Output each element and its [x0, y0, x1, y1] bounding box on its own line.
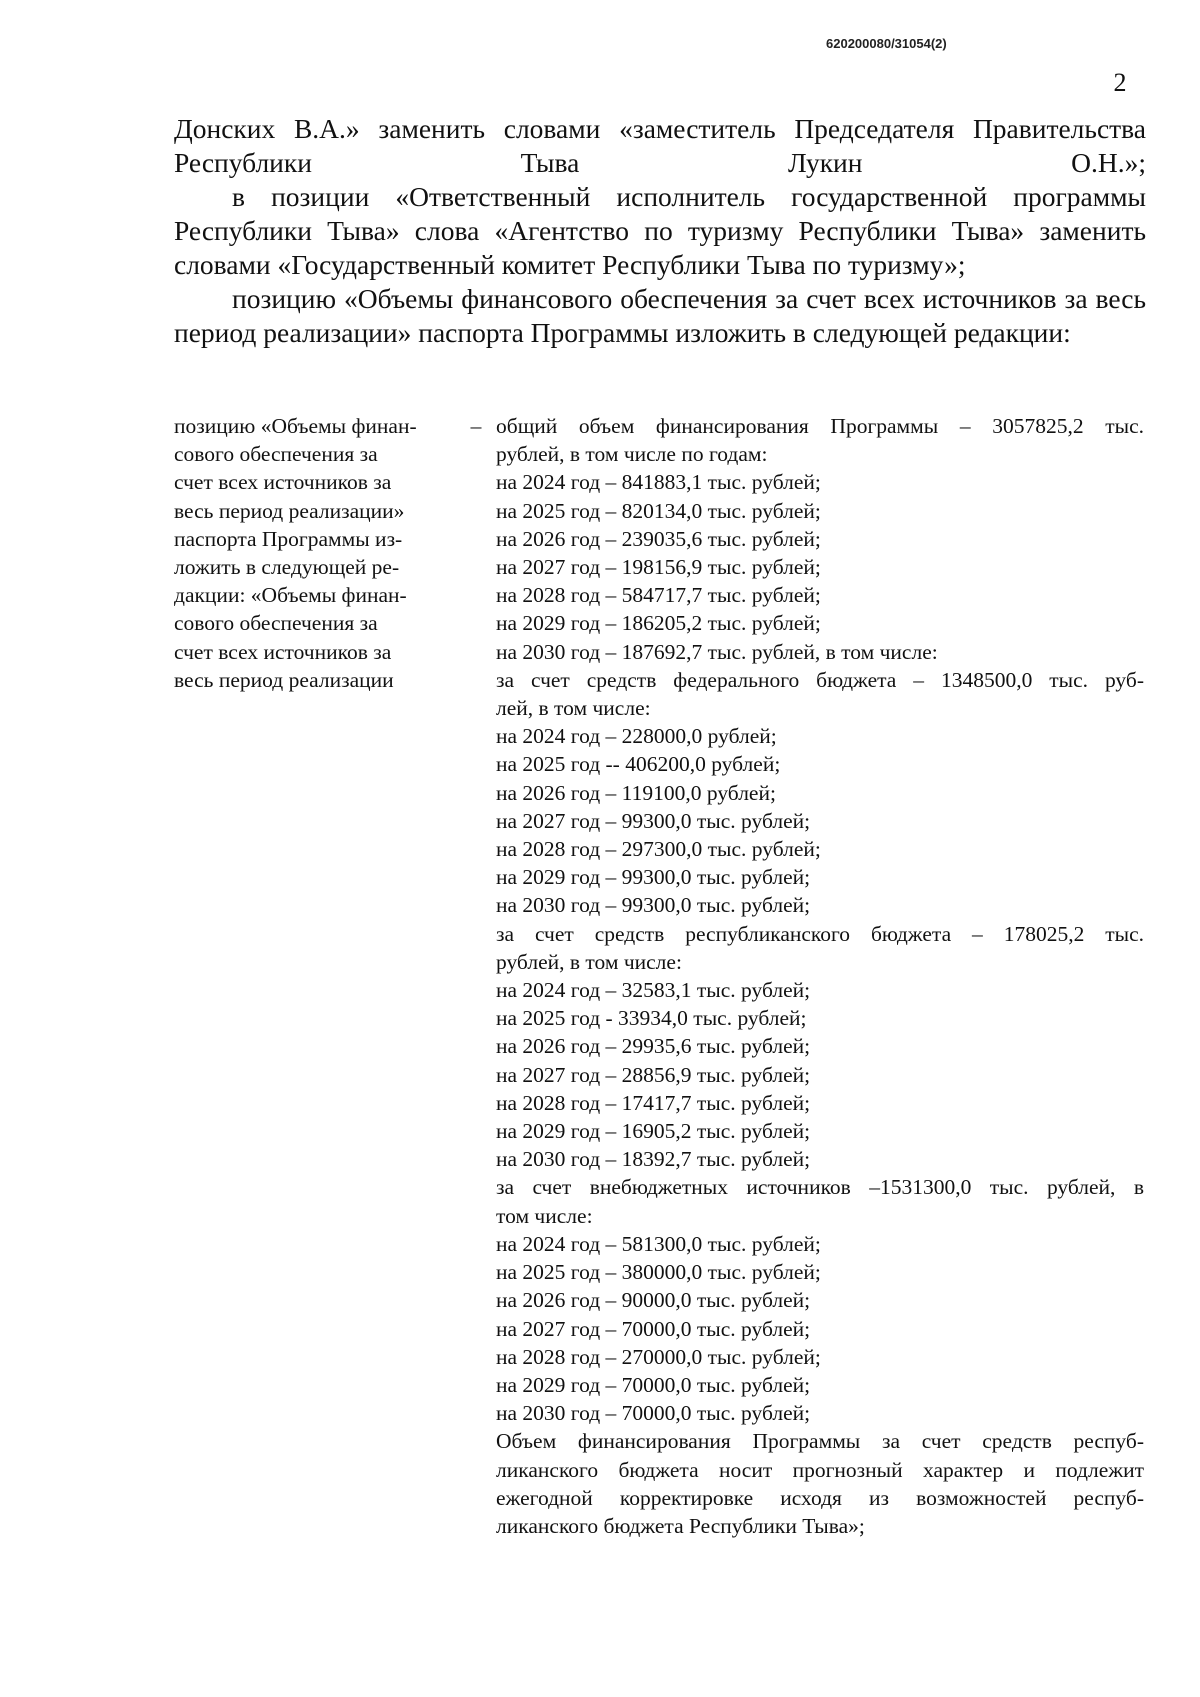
- position-line: сового обеспечения за: [174, 611, 378, 636]
- year-line: на 2030 год – 187692,7 тыс. рублей, в том числе:: [496, 639, 938, 664]
- year-line: на 2024 год – 228000,0 рублей;: [496, 724, 777, 749]
- year-line: на 2028 год – 297300,0 тыс. рублей;: [496, 837, 821, 862]
- document-id: 620200080/31054(2): [826, 36, 947, 51]
- year-line: на 2026 год – 90000,0 тыс. рублей;: [496, 1288, 811, 1313]
- year-line: на 2024 год – 841883,1 тыс. рублей;: [496, 470, 821, 495]
- year-line: на 2027 год – 99300,0 тыс. рублей;: [496, 808, 811, 833]
- position-line: сового обеспечения за: [174, 442, 378, 467]
- total-financing-line: общий объем финансирования Программы – 3057825,2 тыс.: [496, 414, 1144, 438]
- position-line: паспорта Программы из-: [174, 526, 403, 551]
- year-line: на 2030 год – 18392,7 тыс. рублей;: [496, 1147, 811, 1172]
- year-line: на 2029 год – 70000,0 тыс. рублей;: [496, 1372, 811, 1397]
- position-line: счет всех источников за: [174, 639, 392, 664]
- year-line: на 2028 год – 584717,7 тыс. рублей;: [496, 583, 821, 608]
- year-line: на 2025 год – 380000,0 тыс. рублей;: [496, 1260, 821, 1285]
- year-line: на 2024 год – 32583,1 тыс. рублей;: [496, 978, 811, 1003]
- year-line: на 2028 год – 270000,0 тыс. рублей;: [496, 1344, 821, 1369]
- intro-paragraph-2: в позиции «Ответственный исполнитель государственной программы Республики Тыва» слова «Агентство по туризму Республики Тыва» заменить словами «Государственный комитет Республики Тыва по туризму»;: [174, 181, 1146, 280]
- intro-paragraph-1: Донских В.А.» заменить словами «заместитель Председателя Правительства Республики Тыва Лукин О.Н.»;: [174, 113, 1146, 178]
- note-line: ликанского бюджета носит прогнозный характер и подлежит: [496, 1457, 1144, 1482]
- year-line: на 2027 год – 70000,0 тыс. рублей;: [496, 1316, 811, 1341]
- year-line: на 2025 год – 820134,0 тыс. рублей;: [496, 498, 821, 523]
- note-line: ежегодной корректировке исходя из возможностей респуб-: [496, 1485, 1144, 1510]
- note-line: ликанского бюджета Республики Тыва»;: [496, 1513, 865, 1538]
- position-line: весь период реализации»: [174, 498, 405, 523]
- republican-budget-line: за счет средств республиканского бюджета – 178025,2 тыс.: [496, 921, 1144, 946]
- extrabudgetary-line: за счет внебюджетных источников –1531300,0 тыс. рублей, в: [496, 1175, 1144, 1200]
- year-line: на 2029 год – 99300,0 тыс. рублей;: [496, 865, 811, 890]
- position-line: счет всех источников за: [174, 470, 392, 495]
- financing-line: том числе:: [496, 1203, 593, 1228]
- financing-line: рублей, в том числе по годам:: [496, 442, 768, 467]
- financing-column: [496, 412, 1144, 1540]
- financing-line: рублей, в том числе:: [496, 949, 682, 974]
- year-line: на 2029 год – 16905,2 тыс. рублей;: [496, 1119, 811, 1144]
- position-line: весь период реализации: [174, 667, 394, 692]
- position-line: дакции: «Объемы финан-: [174, 583, 407, 608]
- position-column: [174, 412, 444, 694]
- year-line: на 2025 год - 33934,0 тыс. рублей;: [496, 1006, 807, 1031]
- year-line: на 2026 год – 239035,6 тыс. рублей;: [496, 526, 821, 551]
- year-line: на 2030 год – 99300,0 тыс. рублей;: [496, 893, 811, 918]
- financing-table: [174, 412, 1146, 1612]
- note-line: Объем финансирования Программы за счет средств респуб-: [496, 1429, 1144, 1454]
- page-number: 2: [1113, 68, 1127, 97]
- year-line: на 2024 год – 581300,0 тыс. рублей;: [496, 1231, 821, 1256]
- year-line: на 2027 год – 28856,9 тыс. рублей;: [496, 1062, 811, 1087]
- position-line: ложить в следующей ре-: [174, 555, 400, 580]
- year-line: на 2026 год – 29935,6 тыс. рублей;: [496, 1034, 811, 1059]
- separator-dash: –: [470, 414, 482, 438]
- year-line: на 2027 год – 198156,9 тыс. рублей;: [496, 555, 821, 580]
- position-line: позицию «Объемы финан-: [174, 414, 417, 438]
- year-line: на 2026 год – 119100,0 рублей;: [496, 780, 776, 805]
- federal-budget-line: за счет средств федерального бюджета – 1348500,0 тыс. руб-: [496, 667, 1144, 692]
- financing-line: лей, в том числе:: [496, 696, 651, 721]
- intro-text: [174, 112, 1146, 350]
- year-line: на 2028 год – 17417,7 тыс. рублей;: [496, 1090, 811, 1115]
- intro-paragraph-3: позицию «Объемы финансового обеспечения за счет всех источников за весь период реализации» паспорта Программы изложить в следующей редакции:: [174, 283, 1146, 348]
- year-line: на 2025 год -- 406200,0 рублей;: [496, 752, 781, 777]
- year-line: на 2029 год – 186205,2 тыс. рублей;: [496, 611, 821, 636]
- year-line: на 2030 год – 70000,0 тыс. рублей;: [496, 1401, 811, 1426]
